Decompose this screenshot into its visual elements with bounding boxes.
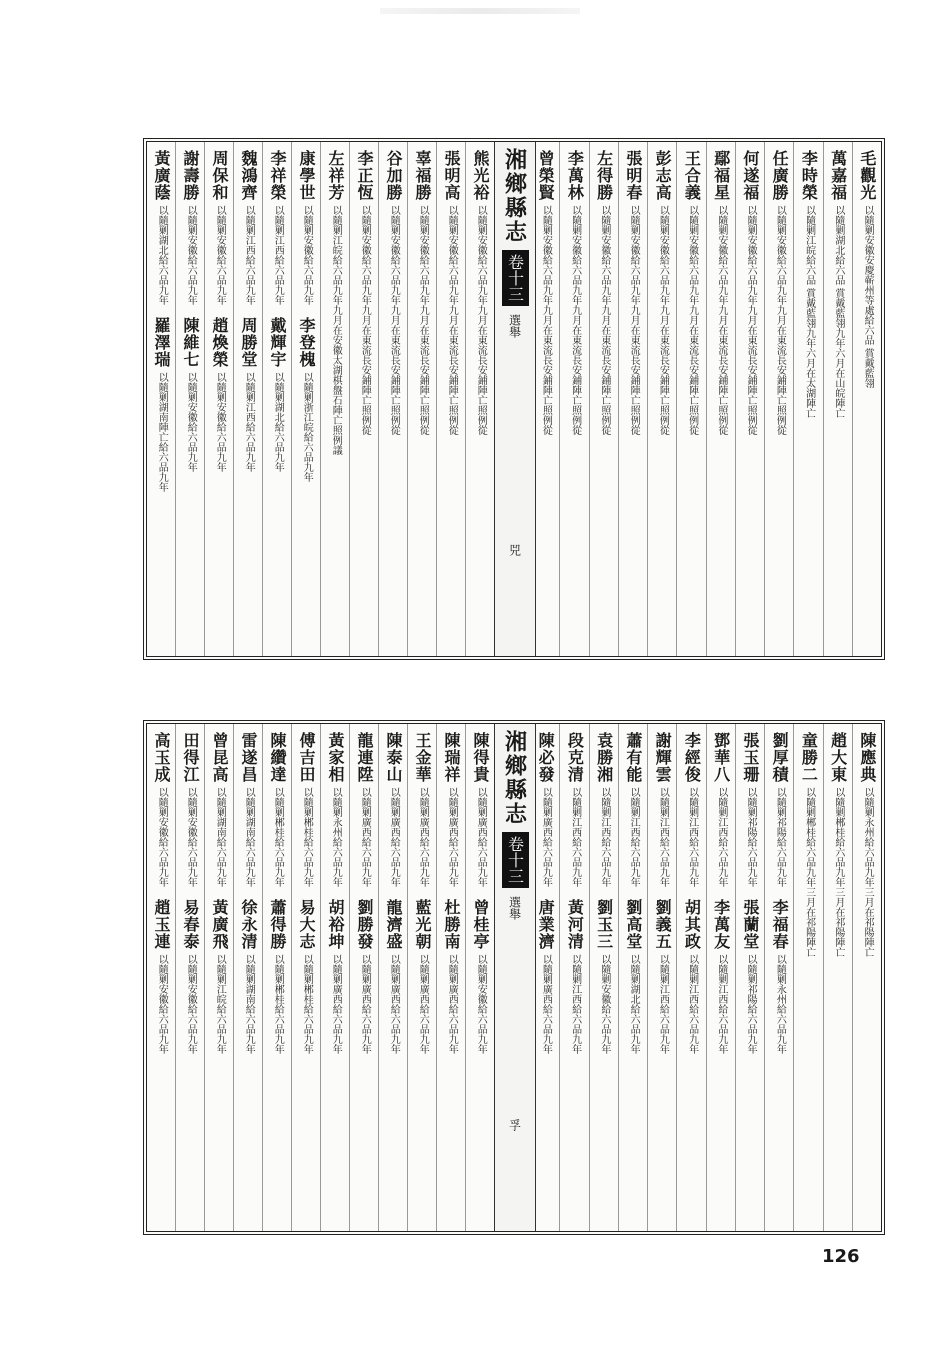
person-name: 李經俊	[682, 732, 702, 783]
service-note: 以隨剿安徽給六品九年	[214, 205, 226, 305]
service-note: 以隨剿湖南給六品九年	[243, 787, 255, 887]
person-name: 黃家相	[326, 732, 345, 783]
person-name: 萬嘉福	[828, 150, 848, 201]
service-note: 以隨剿廣西給六品九年	[417, 787, 429, 887]
service-note: 以隨剿祁陽給六品九年	[745, 954, 757, 1054]
service-note: 以隨剿郴桂給六品九年三月在祁陽陣亡	[803, 787, 815, 957]
person-name: 李福春	[770, 899, 790, 950]
entry-column	[764, 724, 793, 1231]
service-note: 以隨剿郴桂給六品九年	[272, 787, 284, 887]
spine-volume: 卷十三	[502, 832, 529, 888]
service-note: 以隨剿江皖給六品九年	[214, 954, 226, 1054]
service-note: 以隨剿安徽給六品九年九月在東流長安鋪陣亡照例從	[774, 205, 786, 435]
service-note: 以隨剿安徽給六品九年	[185, 205, 197, 305]
entry-column	[618, 724, 647, 1231]
person-name: 劉高堂	[623, 899, 643, 950]
person-name: 周勝堂	[239, 317, 258, 368]
spine-section: 選舉	[507, 314, 522, 338]
service-note: 以隨剿江西給六品九年	[243, 372, 255, 472]
service-note: 以隨剿江西給六品九年	[628, 787, 640, 887]
entry-column	[204, 724, 233, 1231]
service-note: 以隨剿江皖給六品 賞戴藍翎九年六月在太湖陣亡	[803, 205, 815, 419]
person-name: 易春泰	[181, 899, 200, 950]
entry-column	[436, 142, 465, 656]
lower-folio-left-half	[147, 724, 494, 1231]
person-name: 易大志	[297, 899, 316, 950]
entry-column	[465, 724, 494, 1231]
entry-column	[407, 724, 436, 1231]
person-name: 王金華	[413, 732, 432, 783]
entry-column	[147, 142, 175, 656]
service-note: 以隨剿江西給六品九年	[686, 954, 698, 1054]
service-note: 以隨剿安徽給六品九年九月在東流長安鋪陣亡照例從	[540, 205, 552, 435]
person-name: 龍連陞	[355, 732, 374, 783]
entry-column	[378, 142, 407, 656]
service-note: 以隨剿安徽給六品九年九月在東流長安鋪陣亡照例從	[686, 205, 698, 435]
service-note: 以隨剿安徽給六品九年	[156, 787, 168, 887]
service-note: 以隨剿廣西給六品九年	[540, 954, 552, 1054]
entry-column	[349, 142, 378, 656]
service-note: 以隨剿湖南給六品九年	[243, 954, 255, 1054]
service-note: 以隨剿祁陽給六品九年	[745, 787, 757, 887]
entry-column	[407, 142, 436, 656]
entry-column	[204, 142, 233, 656]
service-note: 以隨剿江西給六品九年	[686, 787, 698, 887]
service-note: 以隨剿安徽給六品九年	[214, 372, 226, 472]
service-note: 以隨剿江西給六品九年	[657, 954, 669, 1054]
person-name: 劉厚積	[770, 732, 790, 783]
service-note: 以隨剿安徽給六品九年九月在東流長安鋪陣亡照例從	[417, 205, 429, 435]
person-name: 何遂福	[740, 150, 760, 201]
person-name: 黃廣蔭	[152, 150, 171, 201]
service-note: 以隨剿安徽給六品九年九月在東流長安鋪陣亡照例從	[657, 205, 669, 435]
service-note: 以隨剿郴桂給六品九年	[272, 954, 284, 1054]
entry-column	[436, 724, 465, 1231]
entry-column	[262, 142, 291, 656]
person-name: 曾桂亭	[471, 899, 490, 950]
entry-column	[735, 724, 764, 1231]
service-note: 以隨剿廣西給六品九年	[359, 954, 371, 1054]
entry-column	[233, 142, 262, 656]
person-name: 王合義	[682, 150, 702, 201]
service-note: 以隨剿江西給六品九年	[243, 205, 255, 305]
service-note: 以隨剿江西給六品九年	[569, 954, 581, 1054]
person-name: 蕭有能	[623, 732, 643, 783]
person-name: 雷遂昌	[239, 732, 258, 783]
entry-column	[852, 142, 881, 656]
service-note: 以隨剿江西給六品九年	[657, 787, 669, 887]
person-name: 張明春	[623, 150, 643, 201]
person-name: 謝壽勝	[181, 150, 200, 201]
person-name: 左得勝	[594, 150, 614, 201]
service-note: 以隨剿廣西給六品九年	[330, 954, 342, 1054]
person-name: 李正恆	[355, 150, 374, 201]
lower-folio	[143, 720, 885, 1235]
person-name: 李萬友	[711, 899, 731, 950]
service-note: 以隨剿安徽給六品九年	[301, 205, 313, 305]
person-name: 鄧華八	[711, 732, 731, 783]
person-name: 毛觀光	[857, 150, 877, 201]
person-name: 傅吉田	[297, 732, 316, 783]
person-name: 唐業濟	[536, 899, 556, 950]
entry-column	[647, 142, 676, 656]
entry-column	[559, 142, 588, 656]
person-name: 張蘭堂	[740, 899, 760, 950]
service-note: 以隨剿安徽給六品九年	[185, 787, 197, 887]
service-note: 以隨剿廣西給六品九年	[540, 787, 552, 887]
person-name: 周保和	[210, 150, 229, 201]
service-note: 以隨剿江西給六品九年	[715, 787, 727, 887]
service-note: 以隨剿廣西給六品九年	[475, 787, 487, 887]
service-note: 以隨剿安徽安慶蕲州等處給六品 賞戴藍翎	[862, 205, 874, 389]
person-name: 謝輝雲	[653, 732, 673, 783]
entry-column	[320, 724, 349, 1231]
person-name: 康學世	[297, 150, 316, 201]
service-note: 以隨剿安徽給六品九年	[598, 954, 610, 1054]
person-name: 童勝二	[799, 732, 819, 783]
service-note: 以隨剿湖北給六品九年	[628, 954, 640, 1054]
person-name: 藍光朝	[413, 899, 432, 950]
person-name: 趙大東	[828, 732, 848, 783]
person-name: 田得江	[181, 732, 200, 783]
person-name: 戴輝宇	[268, 317, 287, 368]
upper-folio	[143, 138, 885, 660]
service-note: 以隨剿郴桂給六品九年	[301, 954, 313, 1054]
service-note: 以隨剿浙江皖給六品九年	[301, 372, 313, 482]
service-note: 以隨剿安徽給六品九年九月在東流長安鋪陣亡照例從	[715, 205, 727, 435]
person-name: 陳應典	[857, 732, 877, 783]
service-note: 以隨剿湖北給六品九年	[272, 372, 284, 472]
person-name: 龍濟盛	[384, 899, 403, 950]
service-note: 以隨剿廣西給六品九年	[417, 954, 429, 1054]
spine-volume: 卷十三	[502, 250, 529, 306]
service-note: 以隨剿安徽給六品九年九月在東流長安鋪陣亡照例從	[388, 205, 400, 435]
person-name: 陳必發	[536, 732, 556, 783]
person-name: 高玉成	[152, 732, 171, 783]
person-name: 胡其政	[682, 899, 702, 950]
service-note: 以隨剿安徽給六品九年九月在東流長安鋪陣亡照例從	[359, 205, 371, 435]
person-name: 陳瑞祥	[442, 732, 461, 783]
person-name: 羅澤瑞	[152, 317, 171, 368]
entry-column	[262, 724, 291, 1231]
person-name: 魏鴻齊	[239, 150, 258, 201]
spine-folio-number: 兕	[507, 544, 522, 556]
service-note: 以隨剿湖南給六品九年	[214, 787, 226, 887]
entry-column	[349, 724, 378, 1231]
service-note: 以隨剿湖南陣亡給六品九年	[156, 372, 168, 492]
person-name: 蕭得勝	[268, 899, 287, 950]
service-note: 以隨剿祁陽給六品九年	[774, 787, 786, 887]
entry-column	[175, 724, 204, 1231]
person-name: 左祥芳	[326, 150, 345, 201]
person-name: 任廣勝	[770, 150, 790, 201]
entry-column	[175, 142, 204, 656]
service-note: 以隨剿郴桂給六品九年三月在祁陽陣亡	[832, 787, 844, 957]
person-name: 曾昆高	[210, 732, 229, 783]
entry-column	[647, 724, 676, 1231]
service-note: 以隨剿江西給六品九年	[598, 787, 610, 887]
service-note: 以隨剿安徽給六品九年	[185, 954, 197, 1054]
upper-folio-right-half	[531, 142, 881, 656]
entry-column	[823, 142, 852, 656]
person-name: 劉義五	[653, 899, 673, 950]
person-name: 張玉珊	[740, 732, 760, 783]
service-note: 以隨剿湖北給六品 賞戴藍翎九年六月在山皖陣亡	[832, 205, 844, 419]
person-name: 黃廣飛	[210, 899, 229, 950]
entry-column	[793, 724, 822, 1231]
entry-column	[291, 724, 320, 1231]
page-number: 126	[822, 1246, 860, 1267]
person-name: 李萬林	[565, 150, 585, 201]
entry-column	[823, 724, 852, 1231]
entry-column	[465, 142, 494, 656]
entry-column	[676, 142, 705, 656]
person-name: 胡裕坤	[326, 899, 345, 950]
service-note: 以隨剿安徽給六品九年九月在東流長安鋪陣亡照例從	[569, 205, 581, 435]
service-note: 以隨剿郴桂給六品九年	[301, 787, 313, 887]
person-name: 李祥榮	[268, 150, 287, 201]
service-note: 以隨剿安徽給六品九年九月在東流長安鋪陣亡照例從	[475, 205, 487, 435]
entry-column	[618, 142, 647, 656]
service-note: 以隨剿廣西給六品九年	[388, 787, 400, 887]
entry-column	[291, 142, 320, 656]
spine-title: 湘鄉縣志	[501, 730, 528, 826]
spine-section: 選舉	[507, 896, 522, 920]
lower-folio-spine	[494, 724, 536, 1231]
person-name: 袁勝湘	[594, 732, 614, 783]
entry-column	[559, 724, 588, 1231]
service-note: 以隨剿安徽給六品九年九月在東流長安鋪陣亡照例從	[628, 205, 640, 435]
spine-title: 湘鄉縣志	[501, 148, 528, 244]
person-name: 陳泰山	[384, 732, 403, 783]
entry-column	[320, 142, 349, 656]
service-note: 以隨剿安徽給六品九年九月在東流長安鋪陣亡照例從	[745, 205, 757, 435]
person-name: 陳維七	[181, 317, 200, 368]
person-name: 趙煥榮	[210, 317, 229, 368]
person-name: 趙玉連	[152, 899, 171, 950]
page-edge-bleed	[380, 8, 580, 14]
person-name: 黃河清	[565, 899, 585, 950]
person-name: 陳纘達	[268, 732, 287, 783]
person-name: 杜勝南	[442, 899, 461, 950]
entry-column	[589, 724, 618, 1231]
entry-column	[147, 724, 175, 1231]
service-note: 以隨剿永州給六品九年	[330, 787, 342, 887]
person-name: 劉玉三	[594, 899, 614, 950]
entry-column	[793, 142, 822, 656]
service-note: 以隨剿廣西給六品九年	[359, 787, 371, 887]
service-note: 以隨剿廣西給六品九年	[446, 787, 458, 887]
service-note: 以隨剿永州給六品九年三月在祁陽陣亡	[862, 787, 874, 957]
entry-column	[735, 142, 764, 656]
lower-folio-right-half	[531, 724, 881, 1231]
service-note: 以隨剿安徽給六品九年	[156, 954, 168, 1054]
person-name: 熊光裕	[471, 150, 490, 201]
person-name: 曾榮賢	[536, 150, 556, 201]
entry-column	[706, 724, 735, 1231]
person-name: 鄢福星	[711, 150, 731, 201]
service-note: 以隨剿永州給六品九年	[774, 954, 786, 1054]
service-note: 以隨剿江西給六品九年	[569, 787, 581, 887]
person-name: 張明高	[442, 150, 461, 201]
person-name: 彭志高	[653, 150, 673, 201]
person-name: 辜福勝	[413, 150, 432, 201]
entry-column	[676, 724, 705, 1231]
person-name: 徐永清	[239, 899, 258, 950]
upper-folio-left-half	[147, 142, 494, 656]
entry-column	[852, 724, 881, 1231]
service-note: 以隨剿廣西給六品九年	[446, 954, 458, 1054]
person-name: 劉勝發	[355, 899, 374, 950]
entry-column	[706, 142, 735, 656]
person-name: 李時榮	[799, 150, 819, 201]
person-name: 李登槐	[297, 317, 316, 368]
upper-folio-spine	[494, 142, 536, 656]
person-name: 段克清	[565, 732, 585, 783]
service-note: 以隨剿安徽給六品九年九月在東流長安鋪陣亡照例從	[598, 205, 610, 435]
service-note: 以隨剿江西給六品九年	[272, 205, 284, 305]
spine-folio-number: 孚	[507, 1119, 522, 1131]
service-note: 以隨剿安徽給六品九年	[185, 372, 197, 472]
service-note: 以隨剿江皖給六品九年九月在安徽太湖棋盤石陣亡照例議	[330, 205, 342, 455]
entry-column	[764, 142, 793, 656]
person-name: 陳得貴	[471, 732, 490, 783]
entry-column	[378, 724, 407, 1231]
service-note: 以隨剿廣西給六品九年	[388, 954, 400, 1054]
service-note: 以隨剿安徽給六品九年九月在東流長安鋪陣亡照例從	[446, 205, 458, 435]
entry-column	[233, 724, 262, 1231]
service-note: 以隨剿安徽給六品九年	[475, 954, 487, 1054]
person-name: 谷加勝	[384, 150, 403, 201]
service-note: 以隨剿湖北給六品九年	[156, 205, 168, 305]
entry-column	[589, 142, 618, 656]
service-note: 以隨剿江西給六品九年	[715, 954, 727, 1054]
